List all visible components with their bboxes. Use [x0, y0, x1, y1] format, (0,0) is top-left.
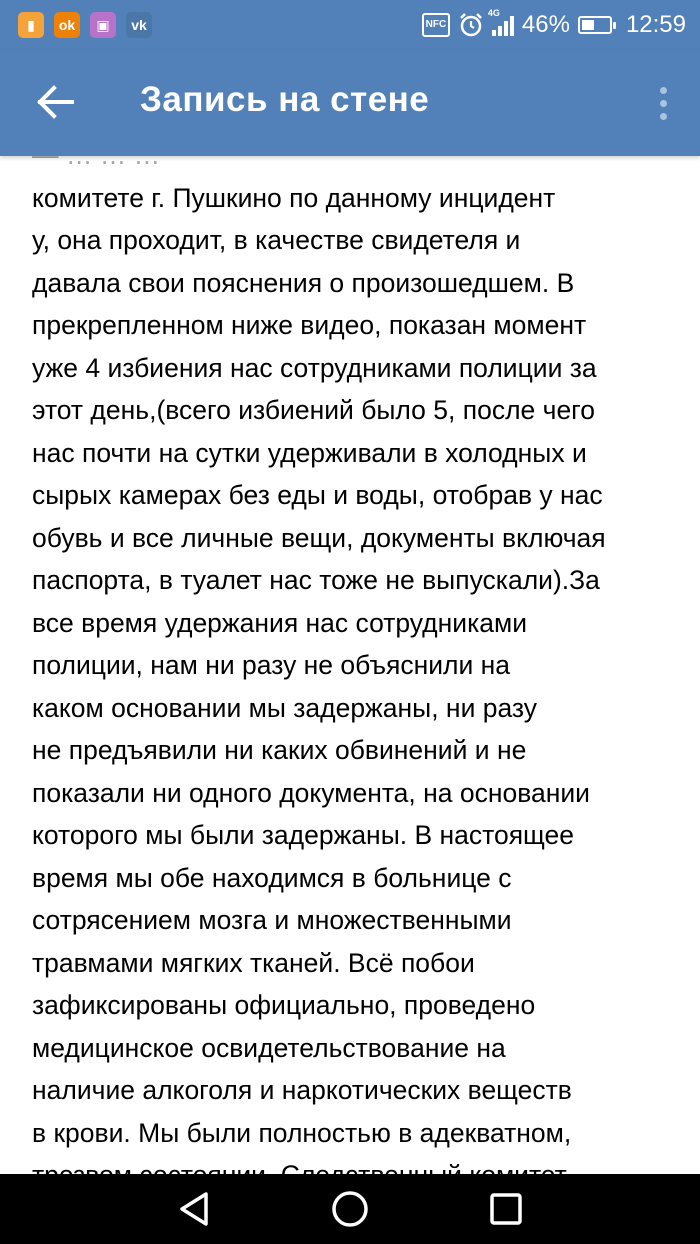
app-bar	[0, 50, 700, 156]
post-text-line: сотрясением мозга и множественными	[32, 905, 512, 935]
post-text	[32, 134, 692, 1197]
clock: 12:59	[625, 11, 686, 38]
overflow-dot	[660, 100, 667, 107]
post-content[interactable]	[0, 156, 700, 1174]
post-text-line: показали ни одного документа, на основании	[32, 777, 590, 808]
post-text-line: давала свои пояснения о произошедшем. В	[32, 267, 575, 298]
arrow-left-icon	[24, 72, 84, 132]
odnoklassniki-icon	[54, 12, 80, 38]
status-bar	[0, 0, 700, 50]
post-text-line: прекрепленном ниже видео, показан момент	[32, 310, 587, 340]
post-text-line: наличие алкоголя и наркотических веществ	[32, 1075, 572, 1105]
post-text-line: нас почти на сутки удерживали в холодных и	[32, 437, 587, 468]
post-text-line: не предъявили ни каких обвинений и не	[32, 735, 527, 765]
post-text-line: комитете г. Пушкино по данному инцидент	[32, 182, 556, 213]
post-text-line: зафиксированы официально, проведено	[32, 990, 536, 1020]
overflow-dot	[660, 113, 667, 120]
post-text-line: сырых камерах без еды и воды, отобрав у нас	[32, 480, 603, 510]
vk-icon-glyph: vk	[131, 17, 147, 33]
notification-icon-1	[18, 12, 44, 38]
post-text-line: медицинское освидетельствование на	[32, 1032, 506, 1063]
recents-square-icon	[484, 1187, 528, 1231]
signal-icon	[487, 8, 514, 36]
nfc-label: NFC	[425, 19, 447, 30]
gallery-icon	[90, 12, 116, 38]
overflow-dot	[660, 87, 667, 94]
post-text-line: время мы обе находимся в больнице с	[32, 862, 512, 893]
network-type: 4G	[487, 8, 500, 18]
battery-percent: 46%	[521, 11, 570, 38]
alarm-icon	[458, 12, 484, 38]
post-text-line: травмами мягких тканей. Всё побои	[32, 947, 475, 978]
post-text-line: обувь и все личные вещи, документы включая	[32, 522, 606, 553]
battery-icon	[578, 16, 612, 34]
nfc-icon	[422, 13, 450, 37]
back-triangle-icon	[172, 1187, 216, 1231]
post-text-line: которого мы были задержаны. В настоящее	[32, 820, 575, 850]
gallery-icon-glyph: ▣	[96, 17, 110, 33]
post-text-line: в крови. Мы были полностью в адекватном,	[32, 1117, 572, 1148]
post-text-line: уже 4 избиения нас сотрудниками полиции за	[32, 352, 597, 383]
notification-icon-1-glyph: ▮	[27, 17, 35, 33]
system-nav-bar	[0, 1174, 700, 1244]
post-text-line: каком основании мы задержаны, ни разу	[32, 692, 538, 723]
home-circle-icon	[328, 1187, 372, 1231]
post-text-line: паспорта, в туалет нас тоже не выпускали).За	[32, 565, 600, 595]
back-button[interactable]	[24, 72, 84, 132]
more-options-button[interactable]	[648, 80, 678, 126]
odnoklassniki-icon-glyph: ok	[58, 17, 76, 33]
nav-home-button[interactable]	[328, 1187, 372, 1231]
vk-icon	[126, 12, 152, 38]
page-title: Запись на стене	[140, 80, 430, 119]
post-text-line: полиции, нам ни разу не объяснили на	[32, 650, 511, 680]
nav-back-button[interactable]	[172, 1187, 216, 1231]
post-text-line: у, она проходит, в качестве свидетеля и	[32, 225, 521, 255]
nav-recents-button[interactable]	[484, 1187, 528, 1231]
post-text-line: все время удержания нас сотрудниками	[32, 607, 528, 638]
status-icons	[422, 0, 686, 50]
post-text-line: этот день,(всего избиений было 5, после чего	[32, 395, 596, 425]
